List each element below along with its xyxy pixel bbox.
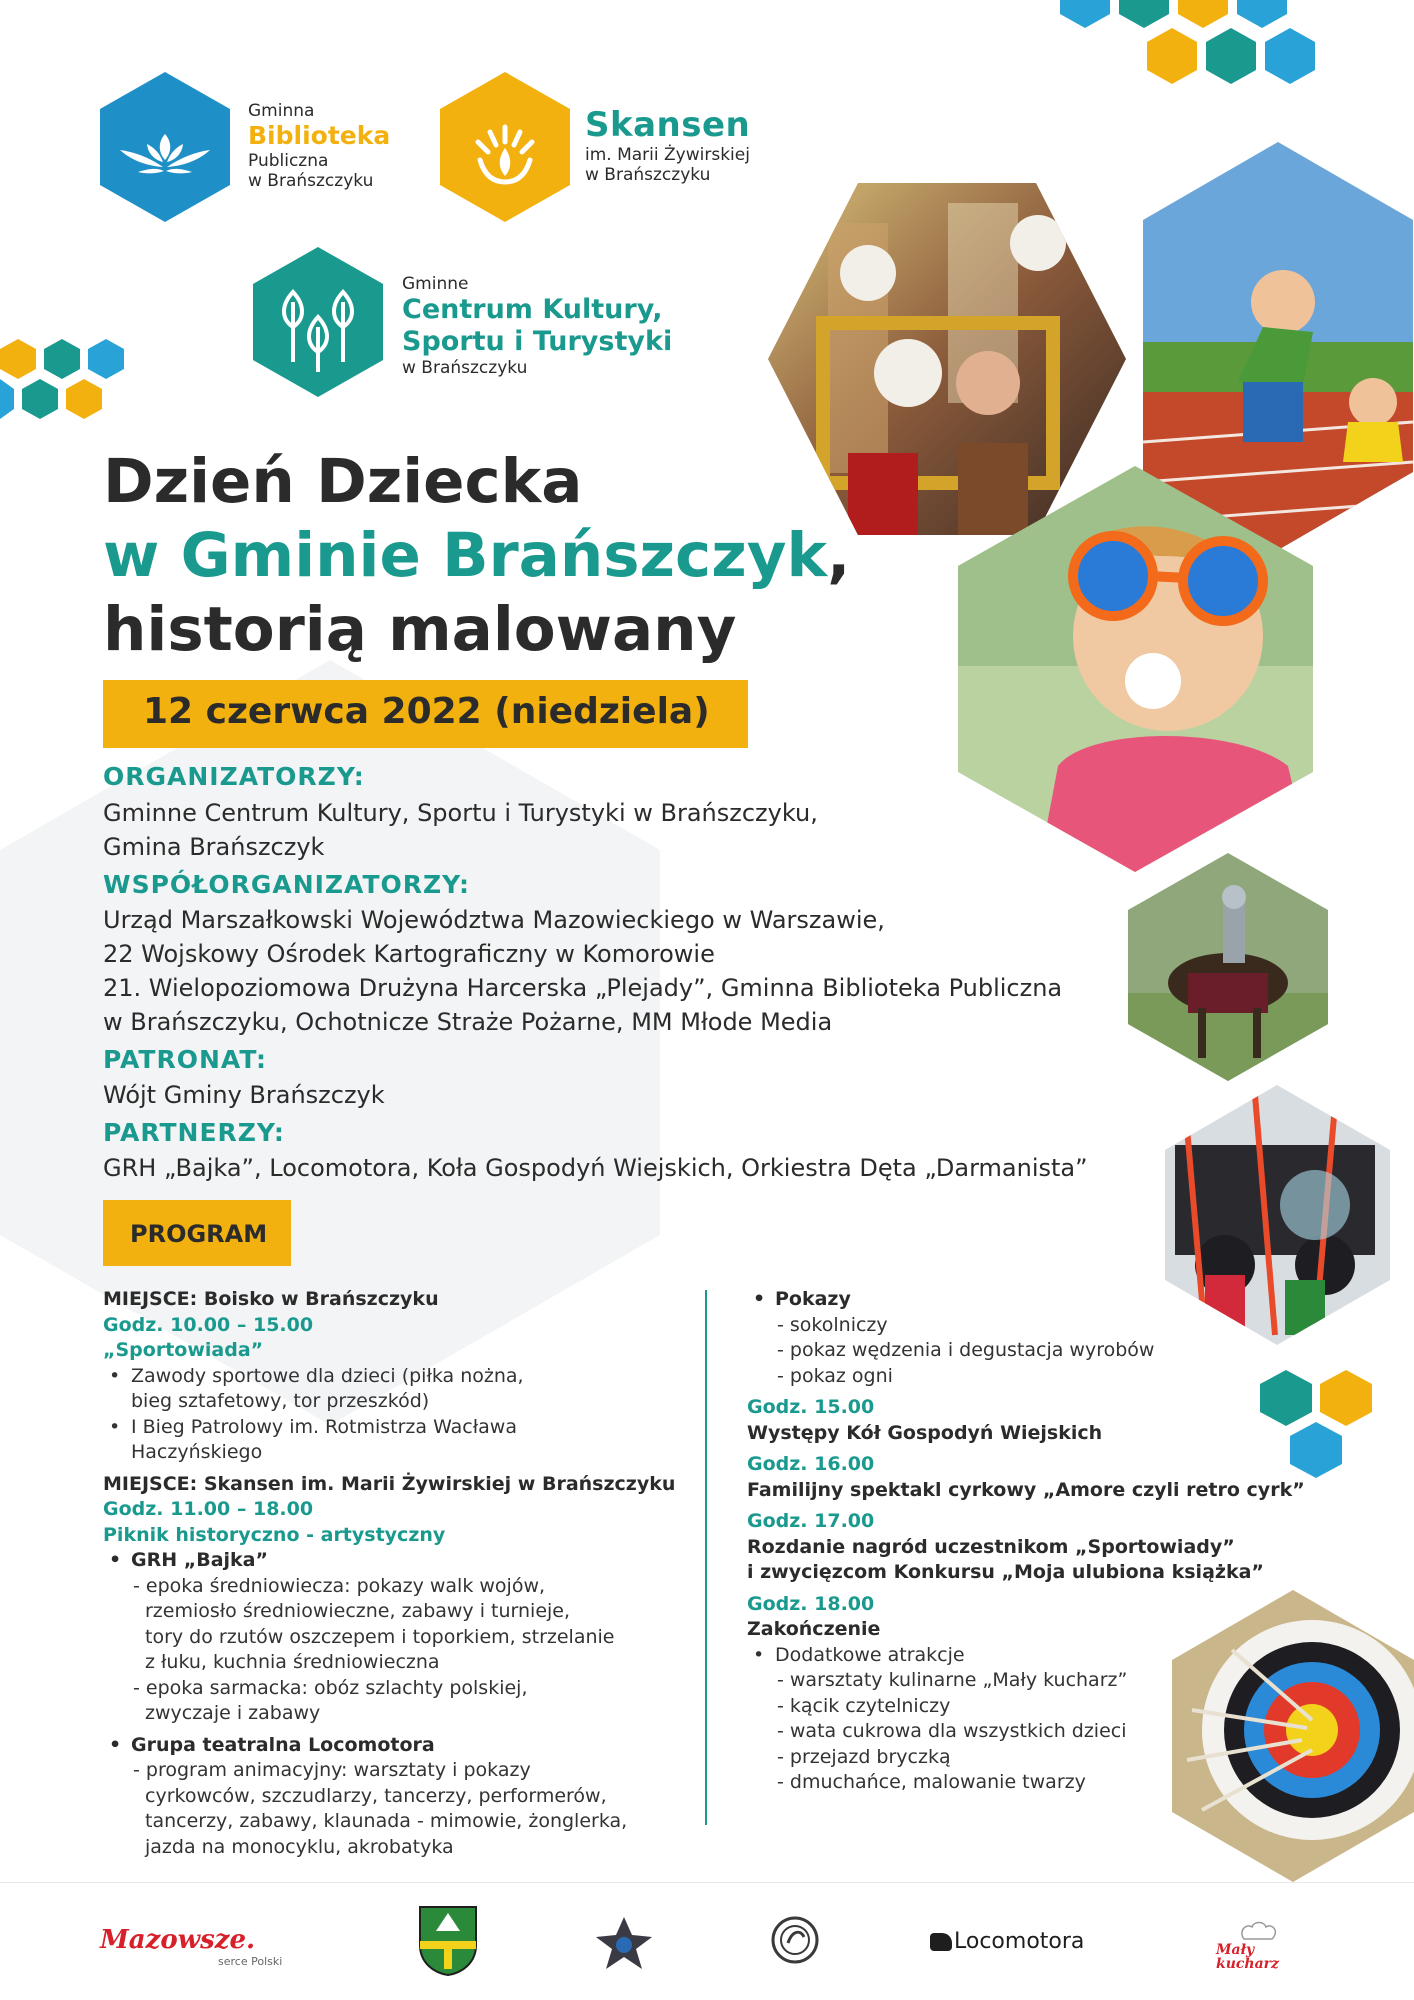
extra-line: - wata cukrowa dla wszystkich dzieci — [777, 1720, 1127, 1742]
culture-line1: Gminne — [402, 274, 469, 294]
time-1: Godz. 10.00 – 15.00 — [103, 1313, 314, 1336]
coorganizers-text — [103, 903, 1062, 1039]
grh-line: zwyczaje i zabawy — [145, 1702, 321, 1724]
library-line4: w Brańszczyku — [248, 170, 374, 191]
grh-line: - epoka średniowiecza: pokazy walk wojów, — [133, 1574, 546, 1597]
grh-item: • GRH „Bajka” — [103, 1548, 693, 1574]
time-18: Godz. 18.00 — [747, 1592, 875, 1615]
locomotora-logo-icon — [930, 1933, 952, 1951]
event-15: Występy Kół Gospodyń Wiejskich — [747, 1421, 1103, 1444]
culture-center-logo-text — [402, 274, 672, 378]
skansen-line3: w Brańszczyku — [585, 165, 711, 186]
library-logo-text — [248, 101, 390, 191]
event-17b: i zwycięzcom Konkursu „Moja ulubiona książka” — [747, 1561, 1264, 1583]
commune-coat-of-arms-icon — [418, 1905, 478, 1977]
sponsor-footer — [0, 1882, 1414, 2000]
list-item — [103, 1364, 693, 1415]
library-line1: Gminna — [248, 101, 315, 121]
event-date: 12 czerwca 2022 (niedziela) — [143, 691, 710, 732]
grh-line: - epoka sarmacka: obóz szlachty polskiej, — [133, 1676, 528, 1699]
partners-text — [103, 1151, 1088, 1185]
event-title — [103, 445, 850, 666]
chef-hat-icon — [1238, 1921, 1278, 1943]
extra-line: - kącik czytelniczy — [777, 1694, 951, 1717]
photo-knight-horse — [1128, 853, 1328, 1081]
library-line2: Biblioteka — [248, 121, 391, 151]
maly-kucharz-logo — [1216, 1921, 1286, 1971]
coorganizers-line: Urząd Marszałkowski Województwa Mazowieckiego w Warszawie, — [103, 906, 885, 934]
program-right-column — [747, 1287, 1305, 1796]
partners-heading: PARTNERZY: — [103, 1118, 285, 1147]
coorganizers-heading: WSPÓŁORGANIZATORZY: — [103, 870, 471, 899]
patronage-text — [103, 1078, 385, 1112]
military-badge-icon — [592, 1915, 656, 1971]
program-label-text: PROGRAM — [130, 1220, 268, 1248]
maly-kucharz-logo-text: Mały kucharz — [1216, 1942, 1279, 1972]
locomotora-logo-text: Locomotora — [954, 1929, 1085, 1954]
theatre-line: cyrkowców, szczudlarzy, tancerzy, performerów, — [145, 1784, 607, 1807]
time-16: Godz. 16.00 — [747, 1453, 875, 1475]
extra-line: - warsztaty kulinarne „Mały kucharz” — [777, 1669, 1128, 1691]
list-item-line: bieg sztafetowy, tor przeszkód) — [131, 1390, 430, 1412]
skansen-line2: im. Marii Żywirskiej — [585, 145, 750, 166]
list-item — [103, 1415, 693, 1466]
theatre-item: • Grupa teatralna Locomotora — [103, 1733, 693, 1759]
time-2: Godz. 11.00 – 18.00 — [103, 1498, 314, 1520]
theatre-line: jazda na monocyklu, akrobatyka — [145, 1835, 454, 1858]
title-line2-teal: w Gminie Brańszczyk — [103, 519, 828, 591]
organizers-line: Gmina Brańszczyk — [103, 833, 325, 861]
program-left-column — [103, 1287, 693, 1860]
scouts-emblem-icon — [770, 1915, 820, 1965]
culture-line2: Centrum Kultury, — [402, 294, 663, 326]
title-line2 — [103, 519, 850, 593]
time-15: Godz. 15.00 — [747, 1396, 875, 1418]
list-item-line: • Zawody sportowe dla dzieci (piłka nożna, — [131, 1364, 524, 1387]
title-line2-comma: , — [827, 519, 851, 591]
locomotora-logo — [930, 1929, 1084, 1954]
library-logo-hex — [100, 72, 230, 222]
organizers-line: Gminne Centrum Kultury, Sportu i Turystyki w Brańszczyku, — [103, 799, 818, 827]
library-line3: Publiczna — [248, 150, 329, 171]
hex-cluster-left — [0, 335, 170, 425]
event-17a: Rozdanie nagród uczestnikom „Sportowiady” — [747, 1535, 1235, 1558]
coorganizers-line: 21. Wielopoziomowa Drużyna Harcerska „Plejady”, Gminna Biblioteka Publiczna — [103, 974, 1063, 1002]
event-16: Familijny spektakl cyrkowy „Amore czyli retro cyrk” — [747, 1478, 1305, 1501]
organizers-text — [103, 796, 818, 864]
program-label — [103, 1200, 291, 1266]
extra-line: - dmuchańce, malowanie twarzy — [777, 1771, 1086, 1793]
skansen-logo-hex — [440, 72, 570, 222]
title-line3: historią malowany — [103, 593, 737, 665]
date-banner — [103, 680, 748, 748]
event-1: „Sportowiada” — [103, 1339, 264, 1361]
photo-girl-sunglasses — [958, 466, 1313, 872]
time-17: Godz. 17.00 — [747, 1510, 875, 1532]
culture-line3: Sportu i Turystyki — [402, 325, 673, 357]
coorganizers-line: 22 Wojskowy Ośrodek Kartograficzny w Komorowie — [103, 940, 715, 968]
shows-line: - pokaz wędzenia i degustacja wyrobów — [777, 1339, 1155, 1361]
extra-item: • Dodatkowe atrakcje — [747, 1643, 1287, 1669]
culture-line4: w Brańszczyku — [402, 357, 528, 378]
extra-line: - przejazd bryczką — [777, 1745, 951, 1768]
list-item-line: • I Bieg Patrolowy im. Rotmistrza Wacława — [131, 1415, 517, 1438]
place-2: MIEJSCE: Skansen im. Marii Żywirskiej w Brańszczyku — [103, 1472, 676, 1495]
event-2: Piknik historyczno - artystyczny — [103, 1523, 446, 1546]
grh-line: z łuku, kuchnia średniowieczna — [145, 1651, 440, 1673]
event-18: Zakończenie — [747, 1618, 881, 1640]
column-divider — [705, 1290, 707, 1825]
theatre-line: tancerzy, zabawy, klaunada - mimowie, żonglerka, — [145, 1810, 628, 1832]
grh-line: tory do rzutów oszczepem i toporkiem, strzelanie — [145, 1625, 615, 1648]
theatre-line: - program animacyjny: warsztaty i pokazy — [133, 1759, 531, 1781]
hex-cluster-top-right — [1060, 0, 1414, 110]
culture-center-logo-hex — [253, 247, 383, 397]
mazowsze-logo-text: Mazowsze. — [100, 1925, 256, 1955]
partners-line: GRH „Bajka”, Locomotora, Koła Gospodyń Wiejskich, Orkiestra Dęta „Darmanista” — [103, 1154, 1088, 1182]
coorganizers-line: w Brańszczyku, Ochotnicze Straże Pożarne, MM Młode Media — [103, 1008, 833, 1036]
patronage-line: Wójt Gminy Brańszczyk — [103, 1081, 385, 1109]
patronage-heading: PATRONAT: — [103, 1045, 268, 1074]
skansen-logo-text — [585, 105, 750, 185]
skansen-line1: Skansen — [585, 105, 751, 145]
organizers-heading: ORGANIZATORZY: — [103, 762, 365, 791]
grh-line: rzemiosło średniowieczne, zabawy i turnieje, — [145, 1600, 571, 1622]
mazowsze-logo — [100, 1925, 282, 1968]
place-1: MIEJSCE: Boisko w Brańszczyku — [103, 1288, 439, 1310]
mazowsze-logo-sub: serce Polski — [218, 1955, 283, 1968]
shows-item: • Pokazy — [747, 1287, 1287, 1313]
shows-line: - sokolniczy — [777, 1313, 888, 1336]
shows-line: - pokaz ogni — [777, 1364, 893, 1387]
title-line1: Dzień Dziecka — [103, 446, 583, 517]
list-item-line: Haczyńskiego — [131, 1441, 263, 1463]
